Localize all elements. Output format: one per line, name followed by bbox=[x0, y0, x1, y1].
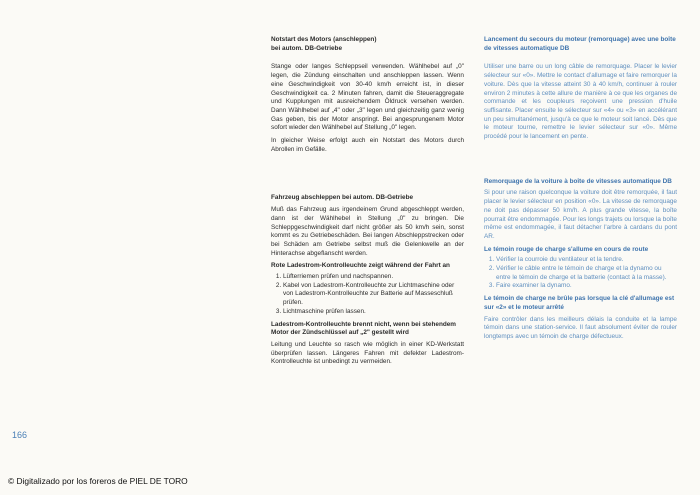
fr-section2-title: Remorquage de la voiture à boîte de vitesses automatique DB bbox=[484, 177, 672, 185]
footer-credit: © Digitalizado por los foreros de PIEL DE TORO bbox=[8, 476, 188, 486]
de-section2-title: Fahrzeug abschleppen bei autom. DB-Getriebe bbox=[271, 194, 414, 202]
list-item: 3. Lichtmaschine prüfen lassen. bbox=[283, 308, 464, 317]
fr-section4-paragraph: Faire contrôler dans les meilleurs délais la conduite et la lampe témoin dans une station-service. Il faut absolument éviter de rouler longtemps avec un témoin de charge défectueux. bbox=[484, 315, 677, 340]
list-item: 3. Faire examiner la dynamo. bbox=[496, 282, 677, 291]
fr-section3-list bbox=[484, 256, 677, 291]
page-number: 166 bbox=[12, 430, 28, 440]
de-section4-title: Ladestrom-Kontrolleuchte brennt nicht, wenn bei stehendem Motor der Zündschlüssel auf „2" gestellt wird bbox=[271, 320, 456, 337]
list-item: 2. Vérifier le câble entre le témoin de charge et la dynamo ou entre le témoin de charge et la batterie (contact à la masse). bbox=[496, 265, 677, 282]
de-section1-title-line1: Notstart des Motors (anschleppen) bbox=[271, 36, 377, 43]
french-column bbox=[484, 36, 677, 346]
de-section3-list bbox=[271, 273, 464, 317]
de-section2-paragraph: Muß das Fahrzeug aus irgendeinem Grund abgeschleppt werden, dann ist der Wählhebel in Stellung „0" zu bringen. Die Schleppgeschwindigkeit darf nicht größer als 50 km/h sein, sonst kommt es zu Getriebeschäden. Bei langen Abschleppstrecken oder bei Schäden am Getriebe selbst muß die Gelenkwelle an der Hinterachse abgeflanscht werden. bbox=[271, 206, 464, 257]
spacer bbox=[484, 146, 677, 178]
spacer bbox=[271, 158, 464, 194]
fr-section1-paragraph: Utiliser une barre ou un long câble de remorquage. Placer le levier sélecteur sur «0». Mettre le contact d'allumage et faire remorquer la voiture. Dès que la vitesse atteint 30 à 40 km/h, continuer à rouler environ 2 minutes à cette allure de manière à ce que les organes de commande et les coupleurs reçoivent une pression d'huile suffisante. Placer ensuite le sélecteur sur «4» ou «3» en accélérant un peu simultanément, jusqu'à ce que le moteur soit lancé. Dès que le moteur tourne, remettre le levier sélecteur sur «0». Même procédé pour le lancement en pente. bbox=[484, 63, 677, 141]
de-section3-title: Rote Ladestrom-Kontrolleuchte zeigt während der Fahrt an bbox=[271, 262, 450, 270]
list-item: 1. Vérifier la courroie du ventilateur et la tendre. bbox=[496, 256, 677, 265]
de-section1-title-line2: bei autom. DB-Getriebe bbox=[271, 44, 343, 52]
list-item: 1. Lüfterriemen prüfen und nachspannen. bbox=[283, 273, 464, 282]
fr-section2-paragraph: Si pour une raison quelconque la voiture doit être remorquée, il faut placer le levier sélecteur en position «0». La vitesse de remorquage ne doit pas dépasser 50 km/h. A plus grande vitesse, la boîte pourrait être endommagée. Pour les longs trajets ou lorsque la boîte même est endommagée, il faut détacher l'arbre à cardans du pont AR. bbox=[484, 189, 677, 240]
list-item: 2. Kabel von Ladestrom-Kontrolleuchte zur Lichtmaschine oder von Ladestrom-Kontrolleuchte zur Batterie auf Masseschluß prüfen. bbox=[283, 282, 464, 308]
de-section4-paragraph: Leitung und Leuchte so rasch wie möglich in einer KD-Werkstatt überprüfen lassen. Längeres Fahren mit defekter Ladestrom-Kontrolleuchte ist unbedingt zu vermeiden. bbox=[271, 340, 464, 366]
de-section1-paragraph1: Stange oder langes Schleppseil verwenden. Wählhebel auf „0" legen, die Zündung einschalten und anschleppen lassen. Wenn eine Geschwindigkeit von 30-40 km/h erreicht ist, in dieser Geschwindigkeit ca. 2 Minuten fahren, damit die Steueraggregate und Kupplungen mit ausreichendem Öldruck versehen werden. Dann Wählhebel auf „4" oder „3" legen und gleichzeitig ganz wenig Gas geben, bis der Motor anspringt. Bei angesprungenem Motor sofort wieder den Wählhebel auf Stellung „0" legen. bbox=[271, 63, 464, 132]
fr-section3-title: Le témoin rouge de charge s'allume en cours de route bbox=[484, 245, 649, 253]
fr-section1-title: Lancement du secours du moteur (remorquage) avec une boîte de vitesses automatique DB bbox=[484, 36, 676, 52]
german-column bbox=[271, 36, 464, 371]
de-section1-paragraph2: In gleicher Weise erfolgt auch ein Notstart des Motors durch Abrollen im Gefälle. bbox=[271, 137, 464, 153]
fr-section4-title: Le témoin de charge ne brûle pas lorsque la clé d'allumage est sur «2» et le moteur arrêté bbox=[484, 295, 675, 311]
